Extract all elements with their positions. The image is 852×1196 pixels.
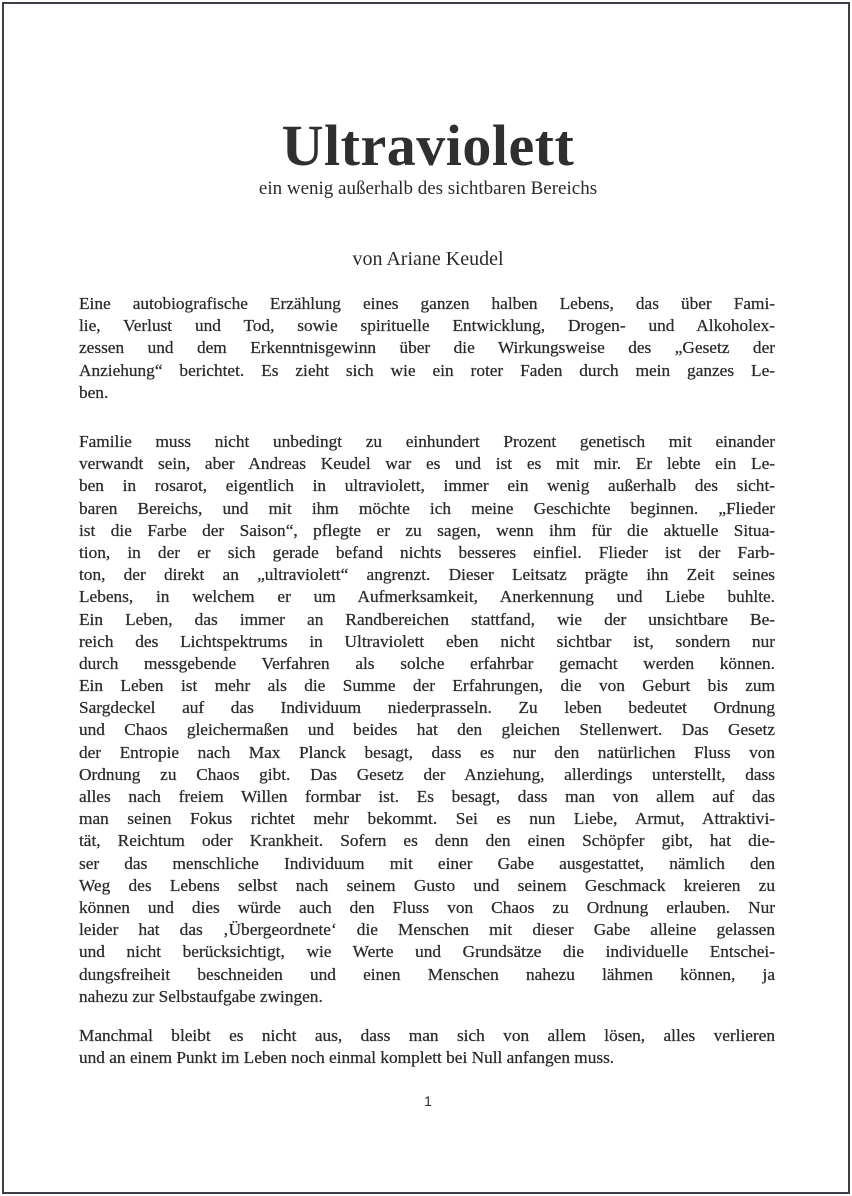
text-line: der Entropie nach Max Planck besagt, dass es nur den natürlichen Fluss von — [79, 742, 775, 762]
text-line: verwandt sein, aber Andreas Keudel war es und ist es mit mir. Er lebte ein Le- — [79, 454, 775, 474]
text-line: dungsfreiheit beschneiden und einen Menschen nahezu lähmen können, ja — [79, 964, 775, 984]
text-line: ton, der direkt an „ultraviolett“ angrenzt. Dieser Leitsatz prägte ihn Zeit seines — [79, 565, 775, 585]
document-author: von Ariane Keudel — [352, 248, 504, 270]
text-line: reich des Lichtspektrums in Ultraviolett eben nicht sichtbar ist, sondern nur — [79, 631, 775, 651]
text-line: Manchmal bleibt es nicht aus, dass man sich von allem lösen, alles verlieren — [79, 1026, 775, 1045]
paragraph-2 — [79, 431, 775, 1008]
text-line: durch messgebende Verfahren als solche erfahrbar gemacht werden können. — [79, 653, 775, 673]
text-line: alles nach freiem Willen formbar ist. Es besagt, dass man von allem auf das — [79, 787, 775, 806]
text-line: ist die Farbe der Saison“, pflegte er zu sagen, wenn ihm für die aktuelle Situa- — [79, 520, 775, 540]
paragraph-1 — [79, 293, 775, 404]
text-line: Familie muss nicht unbedingt zu einhundert Prozent genetisch mit einander — [79, 432, 775, 451]
text-line: ben in rosarot, eigentlich in ultraviolett, immer ein wenig außerhalb des sicht- — [79, 476, 775, 496]
text-line: baren Bereichs, und mit ihm möchte ich meine Geschichte beginnen. „Flieder — [79, 498, 775, 518]
text-line: zessen und dem Erkenntnisgewinn über die Wirkungsweise des „Gesetz der — [79, 338, 775, 358]
paragraph-3 — [79, 1025, 775, 1069]
text-line: tion, in der er sich gerade befand nichts besseres einfiel. Flieder ist der Farb- — [79, 542, 775, 562]
text-line: und Chaos gleichermaßen und beides hat den gleichen Stellenwert. Das Gesetz — [79, 720, 775, 740]
text-line: Sargdeckel auf das Individuum niederprasseln. Zu leben bedeutet Ordnung — [79, 698, 775, 718]
text-line: Ein Leben, das immer an Randbereichen stattfand, wie der unsichtbare Be- — [79, 609, 775, 629]
text-line: und nicht berücksichtigt, wie Werte und Grundsätze die individuelle Entschei- — [79, 942, 775, 962]
page-number: 1 — [424, 1093, 432, 1109]
text-line: und an einem Punkt im Leben noch einmal komplett bei Null anfangen muss. — [79, 1048, 615, 1068]
text-line: leider hat das ‚Übergeordnete‘ die Menschen mit dieser Gabe alleine gelassen — [79, 920, 775, 940]
text-line: ben. — [79, 382, 109, 402]
text-line: tät, Reichtum oder Krankheit. Sofern es denn den einen Schöpfer gibt, hat die- — [79, 831, 775, 851]
document-page — [2, 2, 850, 1194]
text-line: können und dies würde auch den Fluss von Chaos zu Ordnung erlauben. Nur — [79, 897, 775, 917]
text-line: Anziehung“ berichtet. Es zieht sich wie ein roter Faden durch mein ganzes Le- — [79, 360, 775, 380]
text-line: Weg des Lebens selbst nach seinem Gusto und seinem Geschmack kreieren zu — [79, 875, 775, 895]
text-line: nahezu zur Selbstaufgabe zwingen. — [79, 986, 323, 1006]
text-line: Ordnung zu Chaos gibt. Das Gesetz der Anziehung, allerdings unterstellt, dass — [79, 764, 775, 784]
text-line: Lebens, in welchem er um Aufmerksamkeit, Anerkennung und Liebe buhlte. — [79, 587, 775, 607]
text-line: lie, Verlust und Tod, sowie spirituelle Entwicklung, Drogen- und Alkoholex- — [79, 316, 775, 336]
document-subtitle: ein wenig außerhalb des sichtbaren Bereichs — [258, 178, 598, 199]
text-line: man seinen Fokus richtet mehr bekommt. Sei es nun Liebe, Armut, Attraktivi- — [79, 809, 775, 829]
document-title: Ultraviolett — [281, 113, 575, 178]
text-line: ser das menschliche Individuum mit einer Gabe ausgestattet, nämlich den — [79, 853, 775, 873]
text-line: Ein Leben ist mehr als die Summe der Erfahrungen, die von Geburt bis zum — [79, 676, 775, 696]
text-line: Eine autobiografische Erzählung eines ganzen halben Lebens, das über Fami- — [79, 294, 775, 313]
